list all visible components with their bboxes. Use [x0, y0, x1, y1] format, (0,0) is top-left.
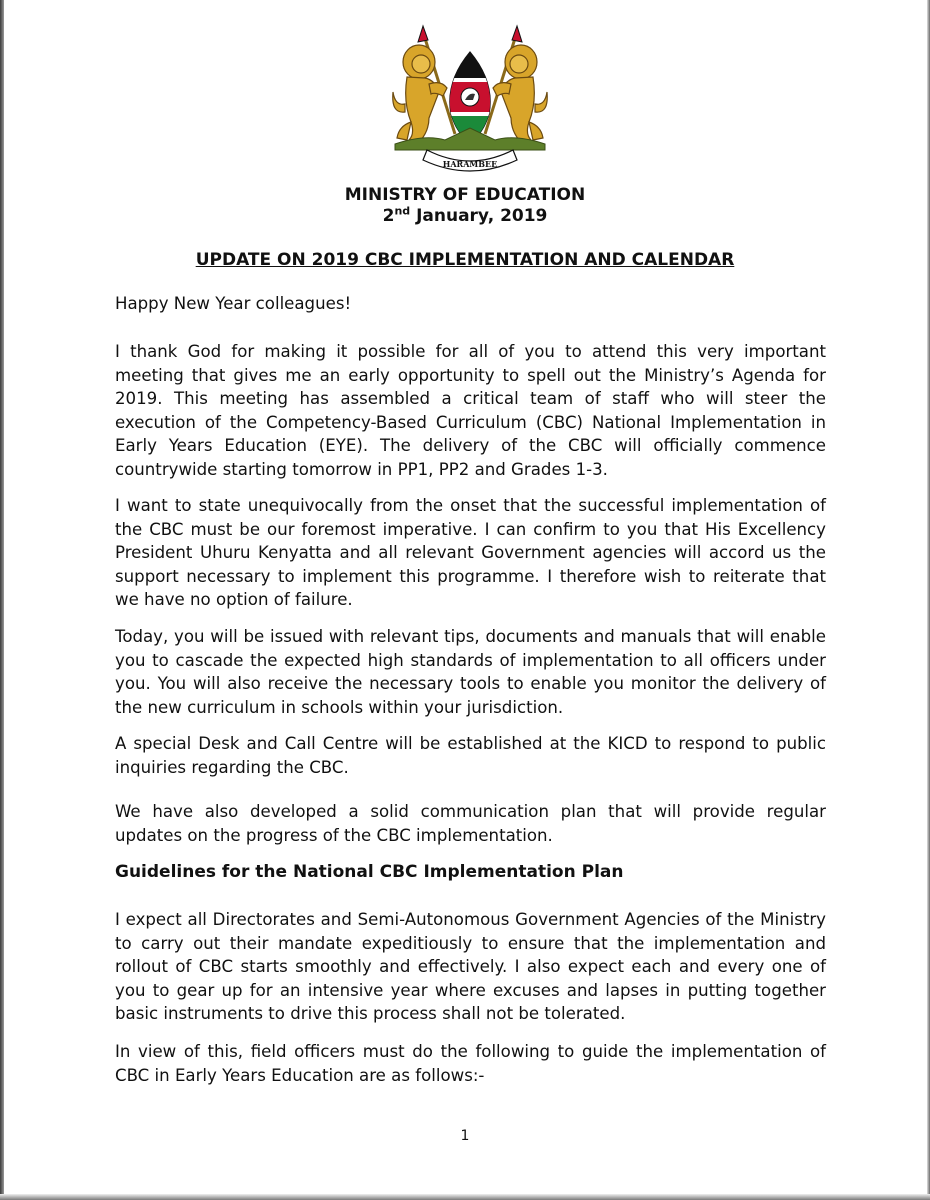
document-date: [0, 205, 930, 227]
document-title: UPDATE ON 2019 CBC IMPLEMENTATION AND CALENDAR: [195, 250, 735, 270]
ministry-heading: MINISTRY OF EDUCATION: [344, 185, 586, 205]
page-number: 1: [460, 1128, 470, 1144]
motto-text: HARAMBEE: [442, 159, 498, 169]
kenya-coat-of-arms-icon: [385, 22, 555, 172]
paragraph: I want to state unequivocally from the onset that the successful implementation of the CBC must be our foremost imperative. I can confirm to you that His Excellency President Uhuru Kenyatta and all relevant Government agencies will accord us the support necessary to implement this programme. I therefore wish to reiterate that we have no option of failure.: [115, 496, 826, 609]
date-suffix: nd: [394, 204, 411, 218]
paragraph: Today, you will be issued with relevant tips, documents and manuals that will enable you to cascade the expected high standards of implementation to all officers under you. You will also receive the necessary tools to enable you monitor the delivery of the new curriculum in schools within your jurisdiction.: [115, 627, 826, 717]
paragraph: I thank God for making it possible for all of you to attend this very important meeting that gives me an early opportunity to spell out the Ministry’s Agenda for 2019. This meeting has assembled a critical team of staff who will steer the execution of the Competency-Based Curriculum (CBC) National Implementation in Early Years Education (EYE). The delivery of the CBC will officially commence countrywide starting tomorrow in PP1, PP2 and Grades 1-3.: [115, 342, 826, 479]
paragraph: We have also developed a solid communication plan that will provide regular updates on the progress of the CBC implementation.: [115, 802, 826, 845]
paragraph: In view of this, field officers must do the following to guide the implementation of CBC in Early Years Education are as follows:-: [115, 1042, 826, 1085]
paragraph: I expect all Directorates and Semi-Autonomous Government Agencies of the Ministry to carry out their mandate expeditiously to ensure that the implementation and rollout of CBC starts smoothly and effectively. I also expect each and every one of you to gear up for an intensive year where excuses and lapses in putting together basic instruments to drive this process shall not be tolerated.: [115, 910, 826, 1023]
date-day: 2: [382, 206, 395, 226]
paragraph: A special Desk and Call Centre will be established at the KICD to respond to public inquiries regarding the CBC.: [115, 734, 826, 777]
greeting: Happy New Year colleagues!: [115, 294, 352, 313]
section-heading: Guidelines for the National CBC Implementation Plan: [115, 862, 624, 882]
date-rest: January, 2019: [410, 206, 548, 226]
